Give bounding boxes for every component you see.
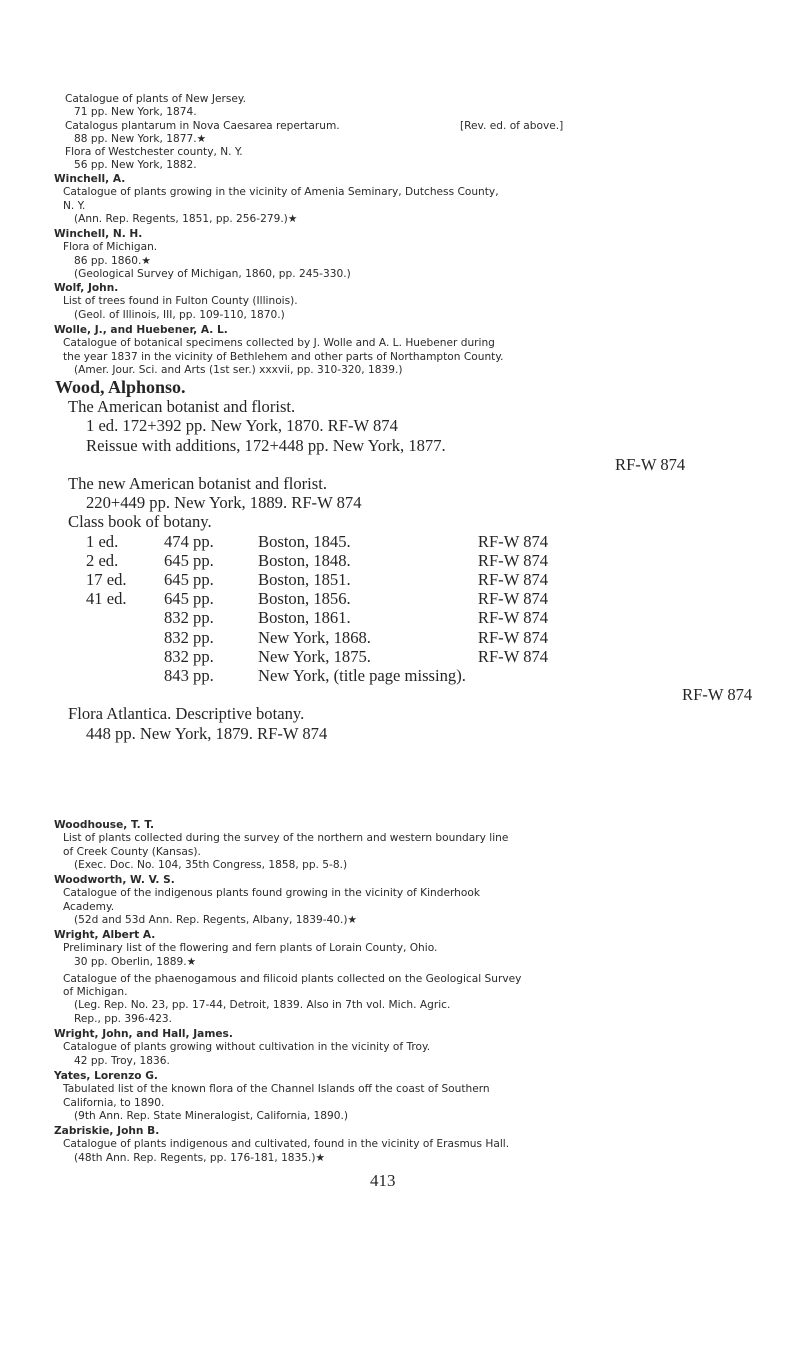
entry-line: of Michigan. bbox=[63, 986, 128, 999]
imprint: New York, 1875. bbox=[258, 646, 371, 666]
edition-row bbox=[86, 666, 548, 685]
imprint: Boston, 1845. bbox=[258, 531, 351, 551]
entry-line: 88 pp. New York, 1877.★ bbox=[74, 132, 207, 145]
entry-author: Wood, Alphonso. bbox=[55, 377, 186, 397]
edition-row bbox=[86, 570, 548, 589]
entry-author: Zabriskie, John B. bbox=[54, 1125, 160, 1137]
entry-line: Preliminary list of the flowering and fern plants of Lorain County, Ohio. bbox=[63, 942, 438, 955]
page-number: 413 bbox=[370, 1171, 396, 1190]
entry-woodhouse bbox=[54, 819, 508, 872]
entry-line: 56 pp. New York, 1882. bbox=[74, 159, 197, 172]
entry-line: Catalogue of the indigenous plants found growing in the vicinity of Kinderhook bbox=[63, 887, 480, 900]
entry-line: the year 1837 in the vicinity of Bethlehem and other parts of Northampton County. bbox=[63, 350, 504, 363]
imprint: Boston, 1861. bbox=[258, 608, 351, 628]
imprint: Boston, 1851. bbox=[258, 570, 351, 590]
edition-row bbox=[86, 551, 548, 570]
entry-author: Wolf, John. bbox=[54, 282, 119, 294]
entry-line: (9th Ann. Rep. State Mineralogist, California, 1890.) bbox=[74, 1109, 348, 1122]
entry-line: Flora of Michigan. bbox=[63, 241, 158, 254]
edition-label: 2 ed. bbox=[86, 550, 119, 570]
imprint: New York, (title page missing). bbox=[258, 666, 466, 686]
entry-author: Yates, Lorenzo G. bbox=[54, 1070, 158, 1082]
call-number: RF-W 874 bbox=[477, 608, 549, 628]
entry-line: Catalogue of plants of New Jersey. bbox=[65, 93, 246, 105]
entry-line: 71 pp. New York, 1874. bbox=[74, 106, 197, 119]
entry-line: (Leg. Rep. No. 23, pp. 17-44, Detroit, 1839. Also in 7th vol. Mich. Agric. bbox=[74, 999, 451, 1012]
entry-line: (Exec. Doc. No. 104, 35th Congress, 1858, pp. 5-8.) bbox=[74, 858, 348, 871]
entry-line: Rep., pp. 396-423. bbox=[74, 1012, 173, 1025]
entry-line: Catalogue of plants growing without cultivation in the vicinity of Troy. bbox=[63, 1041, 431, 1054]
entry-line: Flora Atlantica. Descriptive botany. bbox=[68, 704, 305, 724]
imprint: Boston, 1856. bbox=[258, 589, 351, 609]
edition-label: 17 ed. bbox=[86, 570, 127, 590]
entry-line: Flora of Westchester county, N. Y. bbox=[65, 146, 243, 159]
call-number: RF-W 874 bbox=[477, 627, 549, 647]
entry-author: Winchell, N. H. bbox=[54, 228, 143, 240]
entry-wolf bbox=[54, 282, 298, 322]
entry-line: California, to 1890. bbox=[63, 1096, 165, 1109]
entry-line: N. Y. bbox=[63, 199, 86, 212]
entry-author: Wright, Albert A. bbox=[54, 929, 156, 941]
edition-label: 41 ed. bbox=[86, 589, 127, 609]
entry-line: (Amer. Jour. Sci. and Arts (1st ser.) xxxvii, pp. 310-320, 1839.) bbox=[74, 363, 403, 376]
page-count: 645 pp. bbox=[164, 550, 214, 570]
entry-author: Woodworth, W. V. S. bbox=[54, 874, 175, 886]
page-count: 645 pp. bbox=[164, 589, 214, 609]
entry-line: of Creek County (Kansas). bbox=[63, 845, 201, 858]
entry-line: 42 pp. Troy, 1836. bbox=[74, 1054, 170, 1067]
entry-line: (52d and 53d Ann. Rep. Regents, Albany, 1839-40.)★ bbox=[74, 913, 357, 926]
entry-line: The American botanist and florist. bbox=[68, 397, 296, 417]
entry-yates bbox=[54, 1070, 490, 1123]
entry-line: Catalogue of plants indigenous and cultivated, found in the vicinity of Erasmus Hall. bbox=[63, 1138, 510, 1151]
entry-line: Reissue with additions, 172+448 pp. New York, 1877. bbox=[86, 435, 446, 455]
page-count: 474 pp. bbox=[164, 531, 214, 551]
entry-line: Catalogue of botanical specimens collected by J. Wolle and A. L. Huebener during bbox=[63, 337, 495, 350]
entry-author: Woodhouse, T. T. bbox=[54, 819, 154, 831]
entry-line: (Geol. of Illinois, III, pp. 109-110, 1870.) bbox=[74, 308, 285, 321]
edition-label bbox=[86, 666, 164, 685]
call-number: RF-W 874 bbox=[615, 454, 686, 474]
entry-wright-john bbox=[54, 1028, 430, 1068]
edition-row bbox=[86, 589, 548, 608]
entry-line: List of trees found in Fulton County (Illinois). bbox=[63, 295, 298, 308]
edition-row bbox=[86, 628, 548, 647]
page-count: 832 pp. bbox=[164, 646, 214, 666]
call-number: RF-W 874 bbox=[477, 570, 549, 590]
editorial-note: [Rev. ed. of above.] bbox=[460, 119, 564, 132]
entry-line: Tabulated list of the known flora of the Channel Islands off the coast of Southern bbox=[63, 1083, 490, 1096]
call-number: RF-W 874 bbox=[682, 685, 753, 705]
entry-woodworth bbox=[54, 874, 480, 927]
call-number: RF-W 874 bbox=[477, 646, 549, 666]
entry-line: 30 pp. Oberlin, 1889.★ bbox=[74, 955, 197, 968]
page-count: 645 pp. bbox=[164, 570, 214, 590]
entry-line: List of plants collected during the survey of the northern and western boundary line bbox=[63, 832, 509, 845]
entry-zabriskie bbox=[54, 1125, 509, 1165]
entry-line: 220+449 pp. New York, 1889. RF-W 874 bbox=[86, 493, 362, 513]
entry-wolle bbox=[54, 324, 503, 377]
edition-label: 1 ed. bbox=[86, 531, 119, 551]
entry-winchell-a bbox=[54, 173, 499, 226]
class-book-editions bbox=[86, 532, 548, 686]
call-number: RF-W 874 bbox=[477, 550, 549, 570]
entry-line: (Geological Survey of Michigan, 1860, pp. 245-330.) bbox=[74, 267, 351, 280]
entry-author: Winchell, A. bbox=[54, 173, 126, 185]
page-count: 832 pp. bbox=[164, 608, 214, 628]
entry-line: (Ann. Rep. Regents, 1851, pp. 256-279.)★ bbox=[74, 212, 298, 225]
entry-line: Catalogue of plants growing in the vicinity of Amenia Seminary, Dutchess County, bbox=[63, 186, 499, 199]
call-number bbox=[478, 666, 548, 685]
edition-row bbox=[86, 608, 548, 627]
entry-author: Wright, John, and Hall, James. bbox=[54, 1028, 233, 1040]
call-number: RF-W 874 bbox=[477, 531, 549, 551]
entry-wood bbox=[55, 378, 752, 743]
call-number: RF-W 874 bbox=[477, 589, 549, 609]
entry-winchell-nh bbox=[54, 228, 351, 281]
entry-line: Catalogue of the phaenogamous and filicoid plants collected on the Geological Survey bbox=[63, 972, 522, 985]
page-count: 832 pp. bbox=[164, 627, 214, 647]
page-count: 843 pp. bbox=[164, 666, 214, 686]
entry-top bbox=[65, 93, 564, 173]
edition-row bbox=[86, 647, 548, 666]
edition-label bbox=[86, 647, 164, 666]
entry-line: The new American botanist and florist. bbox=[68, 474, 327, 494]
entry-line: Academy. bbox=[63, 900, 115, 913]
entry-wright-albert bbox=[54, 929, 521, 1026]
entry-line: 448 pp. New York, 1879. RF-W 874 bbox=[86, 723, 328, 743]
entry-line: (48th Ann. Rep. Regents, pp. 176-181, 1835.)★ bbox=[74, 1151, 326, 1164]
edition-row bbox=[86, 532, 548, 551]
entry-line: 1 ed. 172+392 pp. New York, 1870. RF-W 874 bbox=[86, 416, 398, 436]
entry-author: Wolle, J., and Huebener, A. L. bbox=[54, 324, 228, 336]
entry-line: Class book of botany. bbox=[68, 512, 212, 532]
imprint: New York, 1868. bbox=[258, 627, 371, 647]
entry-line: Catalogus plantarum in Nova Caesarea repertarum. [Rev. ed. of above.] bbox=[65, 119, 564, 132]
edition-label bbox=[86, 608, 164, 627]
edition-label bbox=[86, 628, 164, 647]
entry-line: 86 pp. 1860.★ bbox=[74, 254, 151, 267]
imprint: Boston, 1848. bbox=[258, 550, 351, 570]
